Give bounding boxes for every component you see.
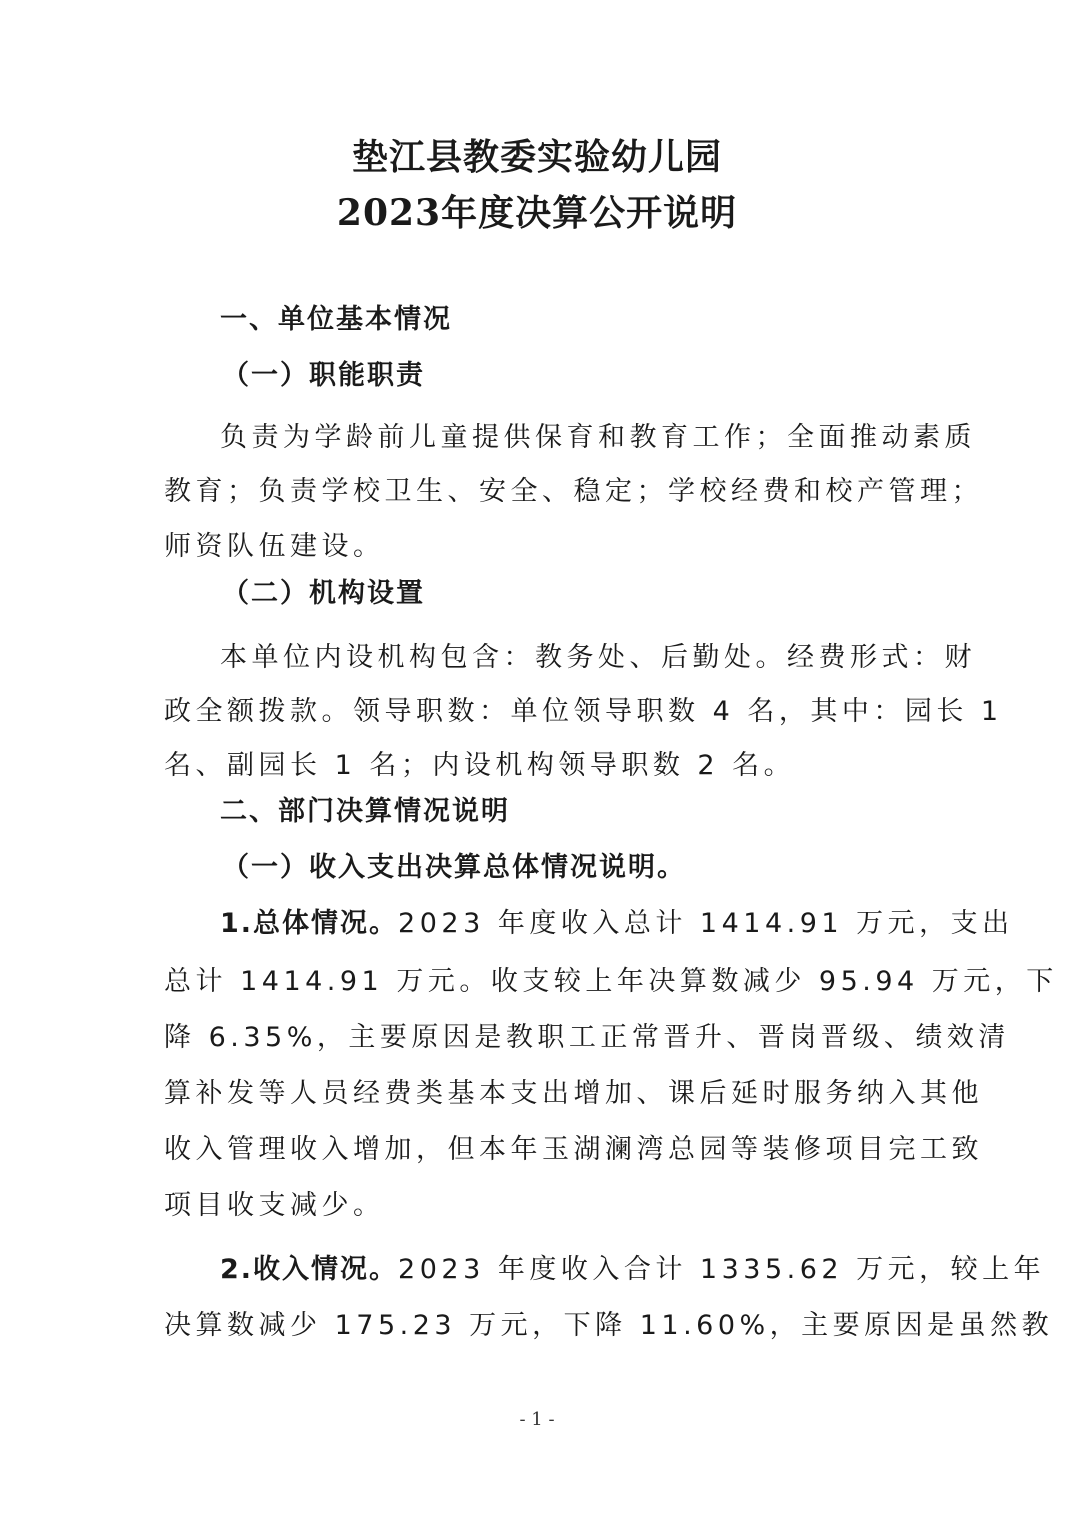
- subsection-heading-duties: （一）职能职责: [222, 360, 425, 391]
- document-title-line1: 垫江县教委实验幼儿园: [351, 136, 722, 178]
- paragraph-duties-line2: 教育；负责学校卫生、安全、稳定；学校经费和校产管理；: [164, 476, 983, 507]
- document-title-line2: 2023年度决算公开说明: [336, 192, 738, 234]
- paragraph-total-line2: 总计 1414.91 万元。收支较上年决算数减少 95.94 万元，下: [164, 966, 1058, 997]
- paragraph-total-line4: 算补发等人员经费类基本支出增加、课后延时服务纳入其他: [164, 1078, 983, 1109]
- subsection-heading-income-expense: （一）收入支出决算总体情况说明。: [222, 852, 686, 883]
- paragraph-income-line2: 决算数减少 175.23 万元，下降 11.60%，主要原因是虽然教: [164, 1310, 1054, 1341]
- paragraph-income-lead: 2.收入情况。: [220, 1254, 399, 1285]
- paragraph-total-line6: 项目收支减少。: [164, 1190, 385, 1221]
- paragraph-organization-line3: 名、副园长 1 名；内设机构领导职数 2 名。: [164, 750, 796, 781]
- section-heading-final-accounts: 二、部门决算情况说明: [220, 796, 510, 827]
- section-heading-basic-info: 一、单位基本情况: [220, 304, 452, 335]
- paragraph-organization-line1: 本单位内设机构包含：教务处、后勤处。经费形式：财: [220, 642, 976, 673]
- paragraph-duties-line1: 负责为学龄前儿童提供保育和教育工作；全面推动素质: [220, 422, 976, 453]
- paragraph-total-line3: 降 6.35%，主要原因是教职工正常晋升、晋岗晋级、绩效清: [164, 1022, 1010, 1053]
- paragraph-income-line1: [220, 1250, 1046, 1290]
- paragraph-income-line1-text: 2023 年度收入合计 1335.62 万元，较上年: [398, 1254, 1046, 1285]
- paragraph-total-line1-text: 2023 年度收入总计 1414.91 万元，支出: [398, 908, 1014, 939]
- paragraph-total-line5: 收入管理收入增加，但本年玉湖澜湾总园等装修项目完工致: [164, 1134, 983, 1165]
- paragraph-duties-line3: 师资队伍建设。: [164, 531, 385, 562]
- paragraph-organization-line2: 政全额拨款。领导职数：单位领导职数 4 名，其中：园长 1: [164, 696, 1003, 727]
- subsection-heading-organization: （二）机构设置: [222, 578, 425, 609]
- paragraph-total-line1: [220, 904, 1014, 944]
- page-number: - 1 -: [519, 1409, 555, 1430]
- paragraph-total-lead: 1.总体情况。: [220, 908, 399, 939]
